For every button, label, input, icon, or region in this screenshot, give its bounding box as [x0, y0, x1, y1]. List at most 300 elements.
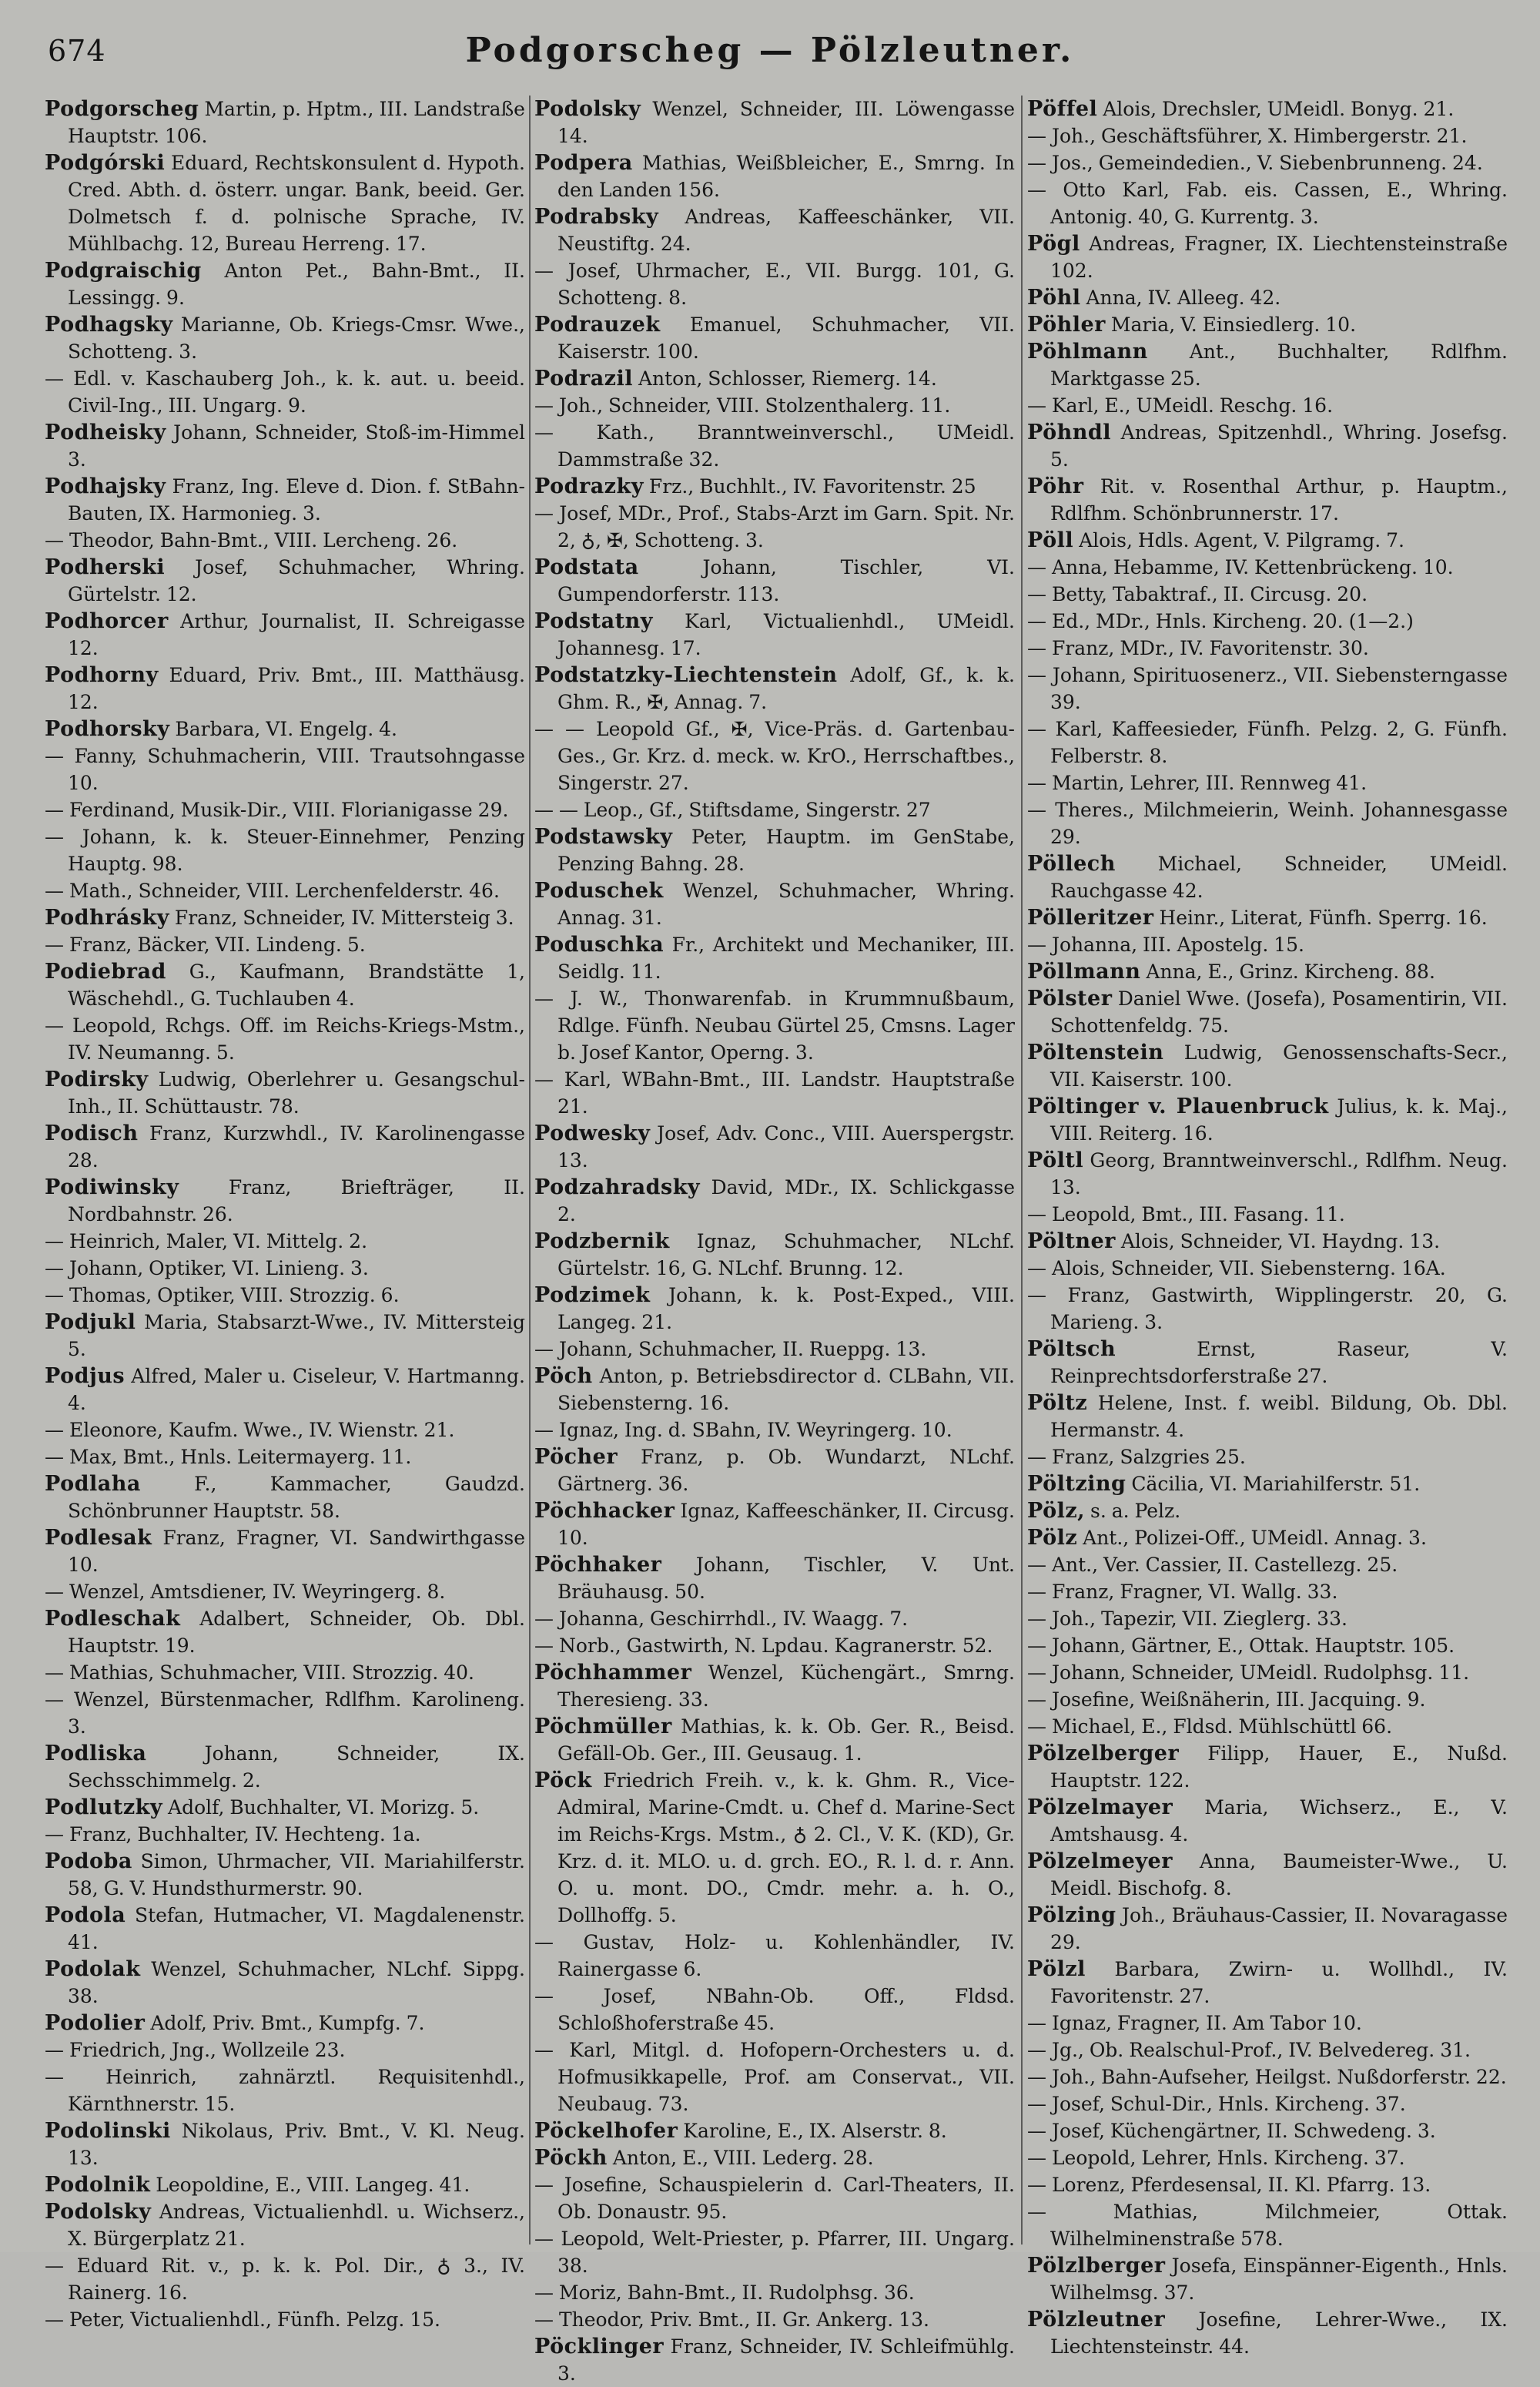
entry-details: Johann, Tischler, VI. Gumpendorferstr. 113. [557, 556, 1016, 605]
directory-entry [1027, 2198, 1508, 2252]
entry-details: Simon, Uhrmacher, VII. Mariahilferstr. 58, G. V. Hundsthurmerstr. 90. [68, 1850, 525, 1899]
directory-entry [534, 1767, 1015, 1929]
entry-details: G., Kaufmann, Brandstätte 1, Wäschehdl., G. Tuchlauben 4. [68, 960, 525, 1010]
entry-details: Franz, Schneider, IV. Schleifmühlg. 3. [557, 2335, 1015, 2385]
entry-details: — Johann, Gärtner, E., Ottak. Hauptstr. 105. [1027, 1634, 1455, 1657]
directory-entry [1027, 1659, 1508, 1686]
entry-surname: Podgorscheg [45, 97, 199, 121]
entry-surname: Podhagsky [45, 313, 173, 337]
entry-surname: Pöchhacker [534, 1499, 675, 1523]
directory-entry [1027, 149, 1508, 176]
entry-surname: Podjukl [45, 1310, 136, 1334]
entry-details: — Josefine, Weißnäherin, III. Jacquing. 9. [1027, 1688, 1426, 1711]
directory-entry [534, 1120, 1015, 1174]
entry-surname: Podolak [45, 1957, 141, 1981]
entry-details: Franz, Ing. Eleve d. Dion. f. StBahn-Bauten, IX. Harmonieg. 3. [68, 475, 525, 525]
entry-surname: Podhorsky [45, 717, 170, 741]
directory-entry [1027, 1201, 1508, 1228]
entry-surname: Podzbernik [534, 1229, 670, 1253]
directory-entry [534, 716, 1015, 796]
entry-surname: Podiebrad [45, 960, 166, 984]
entry-details: — Heinrich, zahnärztl. Requisitenhdl., Kärnthnerstr. 15. [45, 2066, 525, 2115]
entry-details: — Johann, Schneider, UMeidl. Rudolphsg. 11. [1027, 1661, 1470, 1684]
entry-details: — Betty, Tabaktraf., II. Circusg. 20. [1027, 583, 1368, 605]
entry-details: — Franz, Gastwirth, Wipplingerstr. 20, G. Marieng. 3. [1027, 1284, 1508, 1333]
directory-entry [534, 2144, 1015, 2171]
entry-surname: Pöchmüller [534, 1715, 672, 1738]
directory-entry [45, 2171, 525, 2198]
entry-surname: Pöhlmann [1027, 340, 1148, 364]
directory-entry [534, 1066, 1015, 1120]
entry-surname: Pöck [534, 1768, 592, 1792]
entry-surname: Pöckelhofer [534, 2119, 678, 2143]
page-number: 674 [48, 34, 106, 68]
directory-entry [534, 554, 1015, 608]
entry-surname: Podhajsky [45, 474, 166, 498]
entry-details: — Wenzel, Amtsdiener, IV. Weyringerg. 8. [45, 1581, 446, 1603]
directory-entry [534, 2171, 1015, 2225]
entry-details: — Thomas, Optiker, VIII. Strozzig. 6. [45, 1284, 400, 1306]
entry-surname: Pölleritzer [1027, 906, 1154, 930]
entry-surname: Podisch [45, 1121, 139, 1145]
directory-entry [1027, 796, 1508, 850]
directory-entry [1027, 1443, 1508, 1470]
entry-details: — Johanna, Geschirrhdl., IV. Waagg. 7. [534, 1608, 909, 1630]
entry-surname: Pöhndl [1027, 421, 1111, 444]
directory-entry [45, 1902, 525, 1956]
entry-surname: Podrauzek [534, 313, 661, 337]
entry-details: Josefa, Einspänner-Eigenth., Hnls. Wilhelmsg. 37. [1050, 2255, 1508, 2304]
entry-details: Filipp, Hauer, E., Nußd. Hauptstr. 122. [1050, 1742, 1508, 1792]
directory-entry [1027, 716, 1508, 769]
directory-entry [45, 1012, 525, 1066]
entry-surname: Pölzl [1027, 1957, 1086, 1981]
directory-entry [1027, 769, 1508, 796]
directory-entry [1027, 1713, 1508, 1740]
directory-entry [1027, 392, 1508, 419]
entry-surname: Pöchhaker [534, 1553, 662, 1577]
entry-surname: Podgraischig [45, 259, 202, 283]
entry-surname: Podrazky [534, 474, 644, 498]
entry-details: — Heinrich, Maler, VI. Mittelg. 2. [45, 1230, 368, 1252]
entry-surname: Pölzleutner [1027, 2308, 1166, 2332]
entry-surname: Podolinski [45, 2119, 171, 2143]
entry-details: Anton, p. Betriebsdirector d. CLBahn, VII. Siebensterng. 16. [557, 1365, 1015, 1414]
directory-entry [1027, 284, 1508, 311]
entry-details: Adolf, Gf., k. k. Ghm. R., ✠, Annag. 7. [557, 664, 1015, 713]
entry-details: Anna, IV. Alleeg. 42. [1086, 287, 1281, 309]
entry-details: Ludwig, Genossenschafts-Secr., VII. Kaiserstr. 100. [1050, 1041, 1508, 1091]
directory-entry [534, 1929, 1015, 1983]
directory-entry [1027, 635, 1508, 662]
entry-surname: Podwesky [534, 1121, 651, 1145]
entry-details: — Peter, Victualienhdl., Fünfh. Pelzg. 15. [45, 2308, 440, 2331]
directory-entry [45, 1309, 525, 1363]
entry-details: — Ignaz, Fragner, II. Am Tabor 10. [1027, 2012, 1362, 2034]
entry-surname: Pölz, [1027, 1499, 1086, 1523]
directory-entry [1027, 1524, 1508, 1551]
entry-details: Franz, Briefträger, II. Nordbahnstr. 26. [68, 1176, 525, 1225]
entry-details: — Mathias, Milchmeier, Ottak. Wilhelminenstraße 578. [1027, 2201, 1508, 2250]
entry-details: — Theodor, Bahn-Bmt., VIII. Lercheng. 26. [45, 529, 458, 551]
directory-entry [1027, 2037, 1508, 2063]
directory-entry [534, 1174, 1015, 1228]
directory-entry [45, 716, 525, 743]
entry-details: Ludwig, Oberlehrer u. Gesangschul-Inh., II. Schüttaustr. 78. [68, 1068, 525, 1118]
entry-details: — Otto Karl, Fab. eis. Cassen, E., Whring. Antonig. 40, G. Kurrentg. 3. [1027, 179, 1508, 228]
directory-entry [45, 823, 525, 877]
directory-entry [534, 1632, 1015, 1659]
entry-details: — Karl, Mitgl. d. Hofopern-Orchesters u. d. Hofmusikkapelle, Prof. am Conservat., VII. Neubaug. 73. [534, 2039, 1015, 2115]
entry-details: Andreas, Fragner, IX. Liechtensteinstraße 102. [1050, 233, 1508, 282]
entry-details: — Ant., Ver. Cassier, II. Castellezg. 25. [1027, 1554, 1398, 1576]
directory-entry [1027, 1093, 1508, 1147]
directory-entry [45, 1605, 525, 1659]
directory-entry [1027, 1578, 1508, 1605]
entry-details: — J. W., Thonwarenfab. in Krummnußbaum, Rdlge. Fünfh. Neubau Gürtel 25, Cmsns. Lager b. Josef Kantor, Operng. 3. [534, 987, 1015, 1064]
entry-details: Maria, Stabsarzt-Wwe., IV. Mittersteig 5. [68, 1311, 525, 1360]
entry-surname: Podrabsky [534, 205, 659, 229]
entry-details: — Johann, k. k. Steuer-Einnehmer, Penzing Hauptg. 98. [45, 826, 525, 875]
directory-entry [534, 1443, 1015, 1497]
directory-entry [45, 2306, 525, 2333]
directory-entry [45, 149, 525, 257]
entry-details: — Edl. v. Kaschauberg Joh., k. k. aut. u. beeid. Civil-Ing., III. Ungarg. 9. [45, 367, 525, 417]
entry-details: Wenzel, Schneider, III. Löwengasse 14. [557, 98, 1015, 147]
entry-details: Joh., Bräuhaus-Cassier, II. Novaragasse 29. [1050, 1904, 1508, 1953]
directory-entry [1027, 311, 1508, 338]
entry-details: — Norb., Gastwirth, N. Lpdau. Kagranerstr. 52. [534, 1634, 993, 1657]
entry-details: — Karl, E., UMeidl. Reschg. 16. [1027, 394, 1334, 417]
entry-details: — Johann, Optiker, VI. Linieng. 3. [45, 1257, 369, 1279]
entry-details: Barbara, VI. Engelg. 4. [175, 718, 397, 740]
entry-details: — Karl, Kaffeesieder, Fünfh. Pelzg. 2, G. Fünfh. Felberstr. 8. [1027, 718, 1508, 767]
entry-surname: Pöltzing [1027, 1472, 1127, 1496]
entry-details: Eduard, Rechtskonsulent d. Hypoth. Cred. Abth. d. österr. ungar. Bank, beeid. Ger. Dolmetsch f. d. polnische Sprache, IV. Mühlbachg. 12, Bureau Herreng. 17. [68, 152, 525, 255]
entry-surname: Pöltl [1027, 1148, 1084, 1172]
directory-entry [45, 1255, 525, 1282]
entry-details: — Josef, MDr., Prof., Stabs-Arzt im Garn. Spit. Nr. 2, ♁, ✠, Schotteng. 3. [534, 502, 1015, 551]
entry-details: Anna, Baumeister-Wwe., U. Meidl. Bischofg. 8. [1050, 1850, 1508, 1899]
entry-details: Wenzel, Schuhmacher, Whring. Annag. 31. [557, 880, 1015, 929]
entry-details: Franz, Schneider, IV. Mittersteig 3. [174, 907, 514, 929]
entry-details: Adolf, Buchhalter, VI. Morizg. 5. [168, 1796, 480, 1819]
entry-details: Julius, k. k. Maj., VIII. Reiterg. 16. [1050, 1095, 1508, 1145]
entry-details: Fr., Architekt und Mechaniker, III. Seidlg. 11. [557, 934, 1015, 983]
entry-details: Johann, k. k. Post-Exped., VIII. Langeg. 21. [557, 1284, 1015, 1333]
directory-entry [534, 1713, 1015, 1767]
directory-entry [1027, 1147, 1508, 1201]
directory-entry [534, 1228, 1015, 1282]
directory-entry [1027, 122, 1508, 149]
entry-details: — Math., Schneider, VIII. Lerchenfelderstr. 46. [45, 880, 500, 902]
running-head: Podgorscheg — Pölzleutner. [465, 31, 1075, 70]
directory-entry [534, 2117, 1015, 2144]
directory-entry [1027, 2144, 1508, 2171]
entry-details: — Theodor, Priv. Bmt., II. Gr. Ankerg. 13. [534, 2308, 929, 2331]
directory-entry [45, 365, 525, 419]
entry-details: Franz, Fragner, VI. Sandwirthgasse 10. [68, 1527, 525, 1576]
directory-entry [1027, 985, 1508, 1039]
directory-entry [45, 796, 525, 823]
entry-details: — Ignaz, Ing. d. SBahn, IV. Weyringerg. 10. [534, 1419, 952, 1441]
directory-entry [1027, 1228, 1508, 1255]
directory-entry [534, 2333, 1015, 2387]
directory-entry [45, 2010, 525, 2037]
directory-entry [1027, 1848, 1508, 1902]
entry-details: Alois, Drechsler, UMeidl. Bonyg. 21. [1103, 98, 1455, 120]
directory-entry [534, 2279, 1015, 2306]
directory-entry [45, 554, 525, 608]
entry-surname: Podhorny [45, 663, 159, 687]
column-2 [534, 96, 1016, 2385]
entry-details: F., Kammacher, Gaudzd. Schönbrunner Hauptstr. 58. [68, 1473, 525, 1522]
column-3 [1027, 96, 1508, 2358]
directory-entry [534, 877, 1015, 931]
entry-surname: Pöltner [1027, 1229, 1116, 1253]
entry-details: Anna, E., Grinz. Kircheng. 88. [1146, 960, 1435, 983]
entry-surname: Pölzelberger [1027, 1742, 1180, 1765]
directory-entry [1027, 2252, 1508, 2306]
entry-details: Wenzel, Schuhmacher, NLchf. Sippg. 38. [68, 1958, 525, 2007]
directory-entry [45, 1470, 525, 1524]
directory-entry [45, 1282, 525, 1309]
entry-details: Ant., Polizei-Off., UMeidl. Annag. 3. [1083, 1527, 1427, 1549]
entry-details: Maria, Wichserz., E., V. Amtshausg. 4. [1050, 1796, 1508, 1846]
entry-details: — Franz, Buchhalter, IV. Hechteng. 1a. [45, 1823, 421, 1846]
entry-surname: Podpera [534, 151, 633, 175]
entry-details: — Max, Bmt., Hnls. Leitermayerg. 11. [45, 1446, 412, 1468]
directory-entry [1027, 176, 1508, 230]
entry-surname: Pöltenstein [1027, 1041, 1164, 1064]
directory-entry [534, 392, 1015, 419]
entry-surname: Pöhr [1027, 474, 1084, 498]
entry-details: Ignaz, Schuhmacher, NLchf. Gürtelstr. 16, G. NLchf. Brunng. 12. [557, 1230, 1015, 1279]
entry-details: Nikolaus, Priv. Bmt., V. Kl. Neug. 13. [68, 2120, 525, 2169]
entry-details: Ignaz, Kaffeeschänker, II. Circusg. 10. [557, 1500, 1015, 1549]
entry-details: — Martin, Lehrer, III. Rennweg 41. [1027, 772, 1368, 794]
directory-entry [45, 473, 525, 527]
directory-entry [534, 1551, 1015, 1605]
directory-entry [534, 662, 1015, 716]
directory-entry [1027, 904, 1508, 931]
entry-surname: Pöltinger v. Plauenbruck [1027, 1095, 1329, 1118]
directory-entry [1027, 230, 1508, 284]
entry-details: Johann, Schneider, Stoß-im-Himmel 3. [68, 421, 525, 471]
entry-surname: Pöchhammer [534, 1661, 692, 1685]
entry-details: Alois, Schneider, VI. Haydng. 13. [1120, 1230, 1441, 1252]
directory-entry [45, 1443, 525, 1470]
directory-entry [1027, 1794, 1508, 1848]
entry-details: — Lorenz, Pferdesensal, II. Kl. Pfarrg. 13. [1027, 2174, 1431, 2196]
entry-details: Alfred, Maler u. Ciseleur, V. Hartmanng. 4. [68, 1365, 525, 1414]
entry-details: — Franz, MDr., IV. Favoritenstr. 30. [1027, 637, 1369, 659]
column-1 [45, 96, 525, 2331]
directory-entry [1027, 1336, 1508, 1390]
entry-details: Karoline, E., IX. Alserstr. 8. [683, 2120, 947, 2142]
entry-surname: Podolier [45, 2011, 146, 2035]
directory-entry [1027, 1686, 1508, 1713]
entry-details: Wenzel, Küchengärt., Smrng. Theresieng. 33. [557, 1661, 1015, 1711]
entry-details: — Gustav, Holz- u. Kohlenhändler, IV. Rainergasse 6. [534, 1931, 1015, 1980]
entry-details: — Moriz, Bahn-Bmt., II. Rudolphsg. 36. [534, 2281, 915, 2304]
directory-entry [1027, 1605, 1508, 1632]
directory-entry [1027, 2306, 1508, 2360]
entry-surname: Podliska [45, 1742, 147, 1765]
directory-entry [45, 931, 525, 958]
entry-surname: Podlutzky [45, 1795, 163, 1819]
directory-entry [45, 1228, 525, 1255]
directory-entry [1027, 1740, 1508, 1794]
directory-entry [534, 1659, 1015, 1713]
entry-surname: Podolsky [45, 2200, 152, 2224]
entry-details: — Johanna, III. Apostelg. 15. [1027, 934, 1304, 956]
entry-details: — Josef, Küchengärtner, II. Schwedeng. 3. [1027, 2120, 1436, 2142]
directory-entry [534, 608, 1015, 662]
directory-entry [534, 1497, 1015, 1551]
directory-entry [1027, 2010, 1508, 2037]
entry-details: — Anna, Hebamme, IV. Kettenbrückeng. 10. [1027, 556, 1454, 578]
directory-entry [45, 608, 525, 662]
entry-details: — Leopold, Welt-Priester, p. Pfarrer, III. Ungarg. 38. [534, 2228, 1015, 2277]
entry-details: Karl, Victualienhdl., UMeidl. Johannesg. 17. [557, 610, 1015, 659]
directory-entry [1027, 1390, 1508, 1443]
entry-details: Georg, Branntweinverschl., Rdlfhm. Neug. 13. [1050, 1149, 1508, 1199]
entry-details: — Joh., Tapezir, VII. Zieglerg. 33. [1027, 1608, 1348, 1630]
directory-entry [1027, 1470, 1508, 1497]
entry-surname: Pöllmann [1027, 960, 1141, 984]
directory-entry [1027, 1255, 1508, 1282]
entry-details: — Josef, NBahn-Ob. Off., Fldsd. Schloßhoferstraße 45. [534, 1985, 1015, 2034]
entry-details: — Joh., Geschäftsführer, X. Himbergerstr. 21. [1027, 125, 1468, 147]
directory-entry [45, 1524, 525, 1578]
entry-details: — Wenzel, Bürstenmacher, Rdlfhm. Karolineng. 3. [45, 1688, 525, 1738]
entry-details: — Leopold, Lehrer, Hnls. Kircheng. 37. [1027, 2147, 1405, 2169]
directory-entry [45, 96, 525, 149]
entry-surname: Podrazil [534, 367, 634, 391]
directory-entry [45, 2252, 525, 2306]
directory-entry [1027, 1497, 1508, 1524]
directory-entry [45, 1821, 525, 1848]
directory-entry [45, 1363, 525, 1416]
directory-entry [1027, 958, 1508, 985]
directory-entry [45, 419, 525, 473]
entry-surname: Podhrásky [45, 906, 169, 930]
entry-details: — Kath., Branntweinverschl., UMeidl. Dammstraße 32. [534, 421, 1015, 471]
directory-entry [534, 419, 1015, 473]
entry-surname: Podirsky [45, 1068, 149, 1091]
directory-entry [45, 311, 525, 365]
entry-details: — Joh., Bahn-Aufseher, Heilgst. Nußdorferstr. 22. [1027, 2066, 1507, 2088]
entry-details: — Jos., Gemeindedien., V. Siebenbrunneng. 24. [1027, 152, 1483, 174]
directory-entry [1027, 338, 1508, 392]
entry-details: Barbara, Zwirn- u. Wollhdl., IV. Favoritenstr. 27. [1050, 1958, 1508, 2007]
directory-entry [45, 1659, 525, 1686]
directory-entry [45, 1066, 525, 1120]
entry-details: Rit. v. Rosenthal Arthur, p. Hauptm., Rdlfhm. Schönbrunnerstr. 17. [1050, 475, 1508, 525]
directory-entry [1027, 96, 1508, 122]
entry-details: — Eduard Rit. v., p. k. k. Pol. Dir., ♁ 3., IV. Rainerg. 16. [45, 2255, 525, 2304]
entry-details: Mathias, Weißbleicher, E., Smrng. In den Landen 156. [557, 152, 1015, 201]
entry-surname: Pöcher [534, 1445, 618, 1469]
directory-entry [1027, 1902, 1508, 1956]
entry-details: — Franz, Salzgries 25. [1027, 1446, 1246, 1468]
directory-entry [1027, 2171, 1508, 2198]
directory-entry [1027, 608, 1508, 635]
directory-entry [45, 1416, 525, 1443]
directory-entry [1027, 2090, 1508, 2117]
entry-surname: Podzahradsky [534, 1175, 701, 1199]
entry-details: — Leopold, Rchgs. Off. im Reichs-Kriegs-Mstm., IV. Neumanng. 5. [45, 1014, 525, 1064]
entry-surname: Poduschka [534, 933, 665, 957]
entry-surname: Pölzelmayer [1027, 1795, 1173, 1819]
entry-surname: Pöhl [1027, 286, 1081, 310]
directory-entry [1027, 850, 1508, 904]
entry-details: — Jg., Ob. Realschul-Prof., IV. Belvedereg. 31. [1027, 2039, 1471, 2061]
entry-details: Maria, V. Einsiedlerg. 10. [1110, 313, 1357, 336]
entry-details: Alois, Hdls. Agent, V. Pilgramg. 7. [1079, 529, 1405, 551]
entry-surname: Pöcklinger [534, 2335, 665, 2359]
directory-entry [45, 1174, 525, 1228]
entry-details: Franz, Kurzwhdl., IV. Karolinengasse 28. [68, 1122, 525, 1172]
entry-surname: Podzimek [534, 1283, 651, 1307]
entry-details: Anton, Schlosser, Riemerg. 14. [638, 367, 937, 390]
entry-details: David, MDr., IX. Schlickgasse 2. [557, 1176, 1016, 1225]
entry-details: — Johann, Spirituosenerz., VII. Siebensterngasse 39. [1027, 664, 1508, 713]
entry-details: Mathias, k. k. Ob. Ger. R., Beisd. Gefäll-Ob. Ger., III. Geusaug. 1. [557, 1715, 1015, 1765]
directory-entry [534, 1983, 1015, 2037]
entry-surname: Podgórski [45, 151, 166, 175]
directory-entry [534, 796, 1015, 823]
directory-entry [534, 2225, 1015, 2279]
entry-surname: Pöffel [1027, 97, 1098, 121]
directory-entry [1027, 931, 1508, 958]
entry-surname: Podlesak [45, 1526, 152, 1550]
entry-details: Cäcilia, VI. Mariahilferstr. 51. [1131, 1473, 1421, 1495]
entry-details: Helene, Inst. f. weibl. Bildung, Ob. Dbl. Hermanstr. 4. [1050, 1392, 1508, 1441]
entry-details: Martin, p. Hptm., III. Landstraße Hauptstr. 106. [68, 98, 525, 147]
directory-entry [45, 2117, 525, 2171]
entry-details: — Josef, Uhrmacher, E., VII. Burgg. 101, G. Schotteng. 8. [534, 260, 1015, 309]
entry-details: — Leopold, Bmt., III. Fasang. 11. [1027, 1203, 1345, 1225]
directory-entry [534, 1605, 1015, 1632]
directory-entry [1027, 554, 1508, 581]
entry-details: Anton, E., VIII. Lederg. 28. [612, 2147, 874, 2169]
entry-details: — Eleonore, Kaufm. Wwe., IV. Wienstr. 21. [45, 1419, 455, 1441]
entry-details: Andreas, Kaffeeschänker, VII. Neustiftg. 24. [557, 206, 1015, 255]
directory-entry [534, 1336, 1015, 1363]
directory-entry [534, 500, 1015, 554]
entry-details: Leopoldine, E., VIII. Langeg. 41. [156, 2174, 470, 2196]
entry-surname: Podstata [534, 555, 639, 579]
entry-details: Arthur, Journalist, II. Schreigasse 12. [68, 610, 525, 659]
directory-entry [1027, 1039, 1508, 1093]
entry-details: — — Leopold Gf., ✠, Vice-Präs. d. Gartenbau-Ges., Gr. Krz. d. meck. w. KrO., Herrschaftbes., Singerstr. 27. [534, 718, 1015, 794]
entry-details: Stefan, Hutmacher, VI. Magdalenenstr. 41. [68, 1904, 525, 1953]
directory-entry [1027, 527, 1508, 554]
directory-entry [534, 203, 1015, 257]
entry-details: — Friedrich, Jng., Wollzeile 23. [45, 2039, 346, 2061]
entry-details: Heinr., Literat, Fünfh. Sperrg. 16. [1159, 907, 1488, 929]
page-header [0, 0, 1540, 92]
entry-details: Andreas, Victualienhdl. u. Wichserz., X. Bürgerplatz 21. [68, 2201, 525, 2250]
entry-details: — Franz, Fragner, VI. Wallg. 33. [1027, 1581, 1338, 1603]
entry-details: Daniel Wwe. (Josefa), Posamentirin, VII. Schottenfeldg. 75. [1050, 987, 1508, 1037]
entry-details: Emanuel, Schuhmacher, VII. Kaiserstr. 100. [557, 313, 1015, 363]
entry-details: Frz., Buchhlt., IV. Favoritenstr. 25 [648, 475, 976, 498]
entry-details: Josef, Schuhmacher, Whring. Gürtelstr. 12. [68, 556, 525, 605]
directory-entry [1027, 2117, 1508, 2144]
